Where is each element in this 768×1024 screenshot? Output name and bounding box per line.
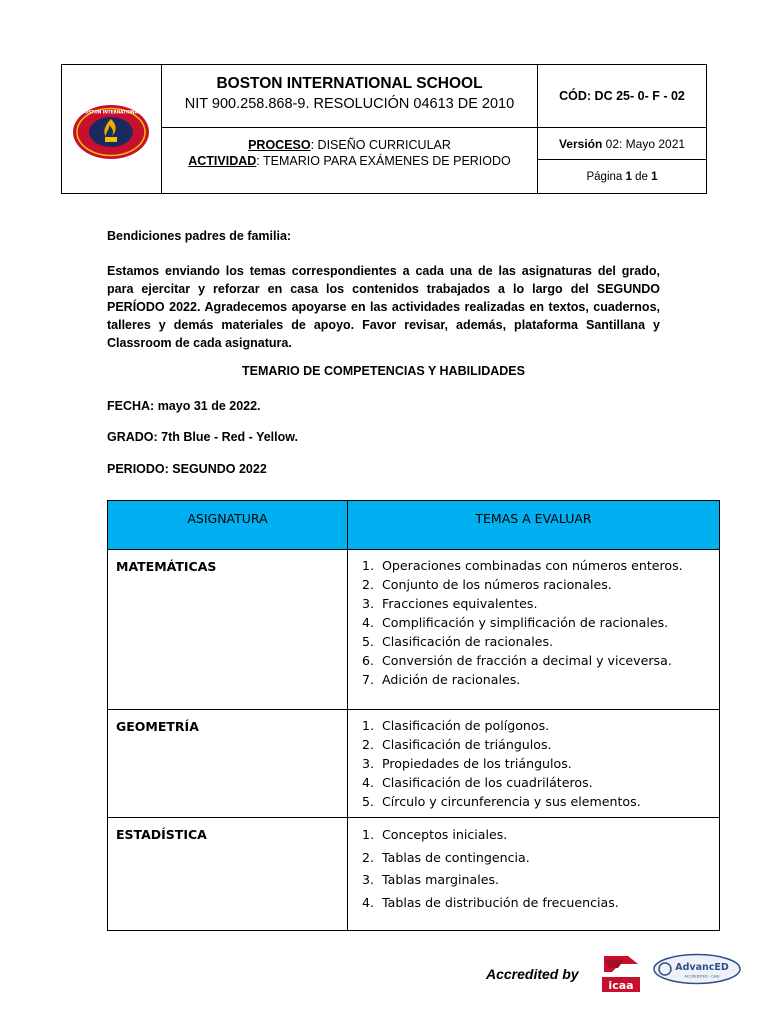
list-item: 2. Clasificación de triángulos.	[378, 735, 719, 754]
greeting: Bendiciones padres de familia:	[107, 229, 292, 243]
table-row	[108, 550, 719, 710]
table-header-row	[108, 501, 719, 550]
process-line	[162, 138, 537, 152]
list-item: 1. Conceptos iniciales.	[378, 824, 719, 847]
logo-cell	[62, 65, 162, 193]
process-label: PROCESO	[248, 138, 311, 152]
subject-cell	[108, 710, 348, 817]
activity-line	[162, 154, 537, 168]
process-value: : DISEÑO CURRICULAR	[310, 138, 451, 152]
page-of: de	[631, 170, 652, 183]
code-cell	[538, 65, 706, 128]
page-number	[586, 171, 657, 183]
document-code: CÓD: DC 25- 0- F - 02	[559, 89, 685, 103]
list-item: 2. Tablas de contingencia.	[378, 847, 719, 870]
list-item: 5. Círculo y circunferencia y sus elementos.	[378, 792, 719, 811]
advanced-logo	[652, 953, 742, 985]
icaa-logo	[598, 950, 644, 994]
svg-text:BOSTON INTERNATIONAL: BOSTON INTERNATIONAL	[81, 109, 141, 115]
list-item: 4. Tablas de distribución de frecuencias.	[378, 892, 719, 915]
column-header-subject: ASIGNATURA	[108, 501, 348, 549]
page-cell	[538, 160, 706, 193]
grade-line: GRADO: 7th Blue - Red - Yellow.	[107, 430, 298, 444]
intro-paragraph: Estamos enviando los temas correspondientes a cada una de las asignaturas del grado, para ejercitar y reforzar en casa los contenidos trabajados a lo largo del SEGUNDO PERÍODO 2022. Agradecemos apoyarse en las actividades realizadas en textos, cuadernos, talleres y demás materiales de apoyo. Favor revisar, además, plataforma Santillana y Classroom de cada asignatura.	[107, 264, 660, 350]
topics-list	[348, 818, 719, 914]
list-item: 4. Clasificación de los cuadriláteros.	[378, 773, 719, 792]
subject-cell	[108, 550, 348, 709]
date-line: FECHA: mayo 31 de 2022.	[107, 399, 261, 413]
section-title: TEMARIO DE COMPETENCIAS Y HABILIDADES	[242, 364, 525, 378]
table-row	[108, 710, 719, 818]
icaa-text: icaa	[608, 979, 634, 992]
list-item: 3. Tablas marginales.	[378, 869, 719, 892]
list-item: 7. Adición de racionales.	[378, 670, 719, 689]
activity-value: : TEMARIO PARA EXÁMENES DE PERIODO	[256, 154, 511, 168]
topics-cell	[348, 818, 719, 930]
list-item: 2. Conjunto de los números racionales.	[378, 575, 719, 594]
table-row	[108, 818, 719, 930]
process-cell	[162, 128, 538, 193]
column-header-topics: TEMAS A EVALUAR	[475, 511, 592, 526]
version-value: 02: Mayo 2021	[602, 136, 686, 151]
version-label: Versión	[558, 136, 603, 151]
school-cell	[162, 65, 538, 128]
subject-name: MATEMÁTICAS	[116, 559, 217, 574]
school-nit: NIT 900.258.868-9. RESOLUCIÓN 04613 DE 2010	[184, 96, 515, 112]
topics-list	[348, 710, 719, 811]
subject-name: GEOMETRÍA	[116, 719, 199, 734]
accredited-by-label: Accredited by	[486, 966, 579, 982]
list-item: 4. Complificación y simplificación de racionales.	[378, 613, 719, 632]
subjects-table	[107, 500, 720, 931]
page-prefix: Página	[586, 170, 626, 183]
list-item: 5. Clasificación de racionales.	[378, 632, 719, 651]
version	[559, 137, 685, 151]
subject-name: ESTADÍSTICA	[116, 827, 207, 842]
activity-label: ACTIVIDAD	[188, 154, 257, 168]
version-cell	[538, 128, 706, 160]
page-total: 1	[651, 170, 658, 183]
list-item: 1. Operaciones combinadas con números enteros.	[378, 556, 719, 575]
topics-list	[348, 550, 719, 689]
advanced-text: AdvancED	[675, 962, 729, 973]
list-item: 1. Clasificación de polígonos.	[378, 716, 719, 735]
list-item: 6. Conversión de fracción a decimal y viceversa.	[378, 651, 719, 670]
advanced-subtext: ACCREDITED · CASI	[684, 974, 720, 979]
school-name: BOSTON INTERNATIONAL SCHOOL	[216, 75, 483, 92]
topics-cell	[348, 710, 719, 817]
period-line: PERIODO: SEGUNDO 2022	[107, 462, 267, 476]
subject-cell	[108, 818, 348, 930]
page-current: 1	[625, 170, 632, 183]
document-header	[61, 64, 707, 194]
list-item: 3. Fracciones equivalentes.	[378, 594, 719, 613]
list-item: 3. Propiedades de los triángulos.	[378, 754, 719, 773]
topics-cell	[348, 550, 719, 709]
school-logo	[71, 104, 151, 160]
